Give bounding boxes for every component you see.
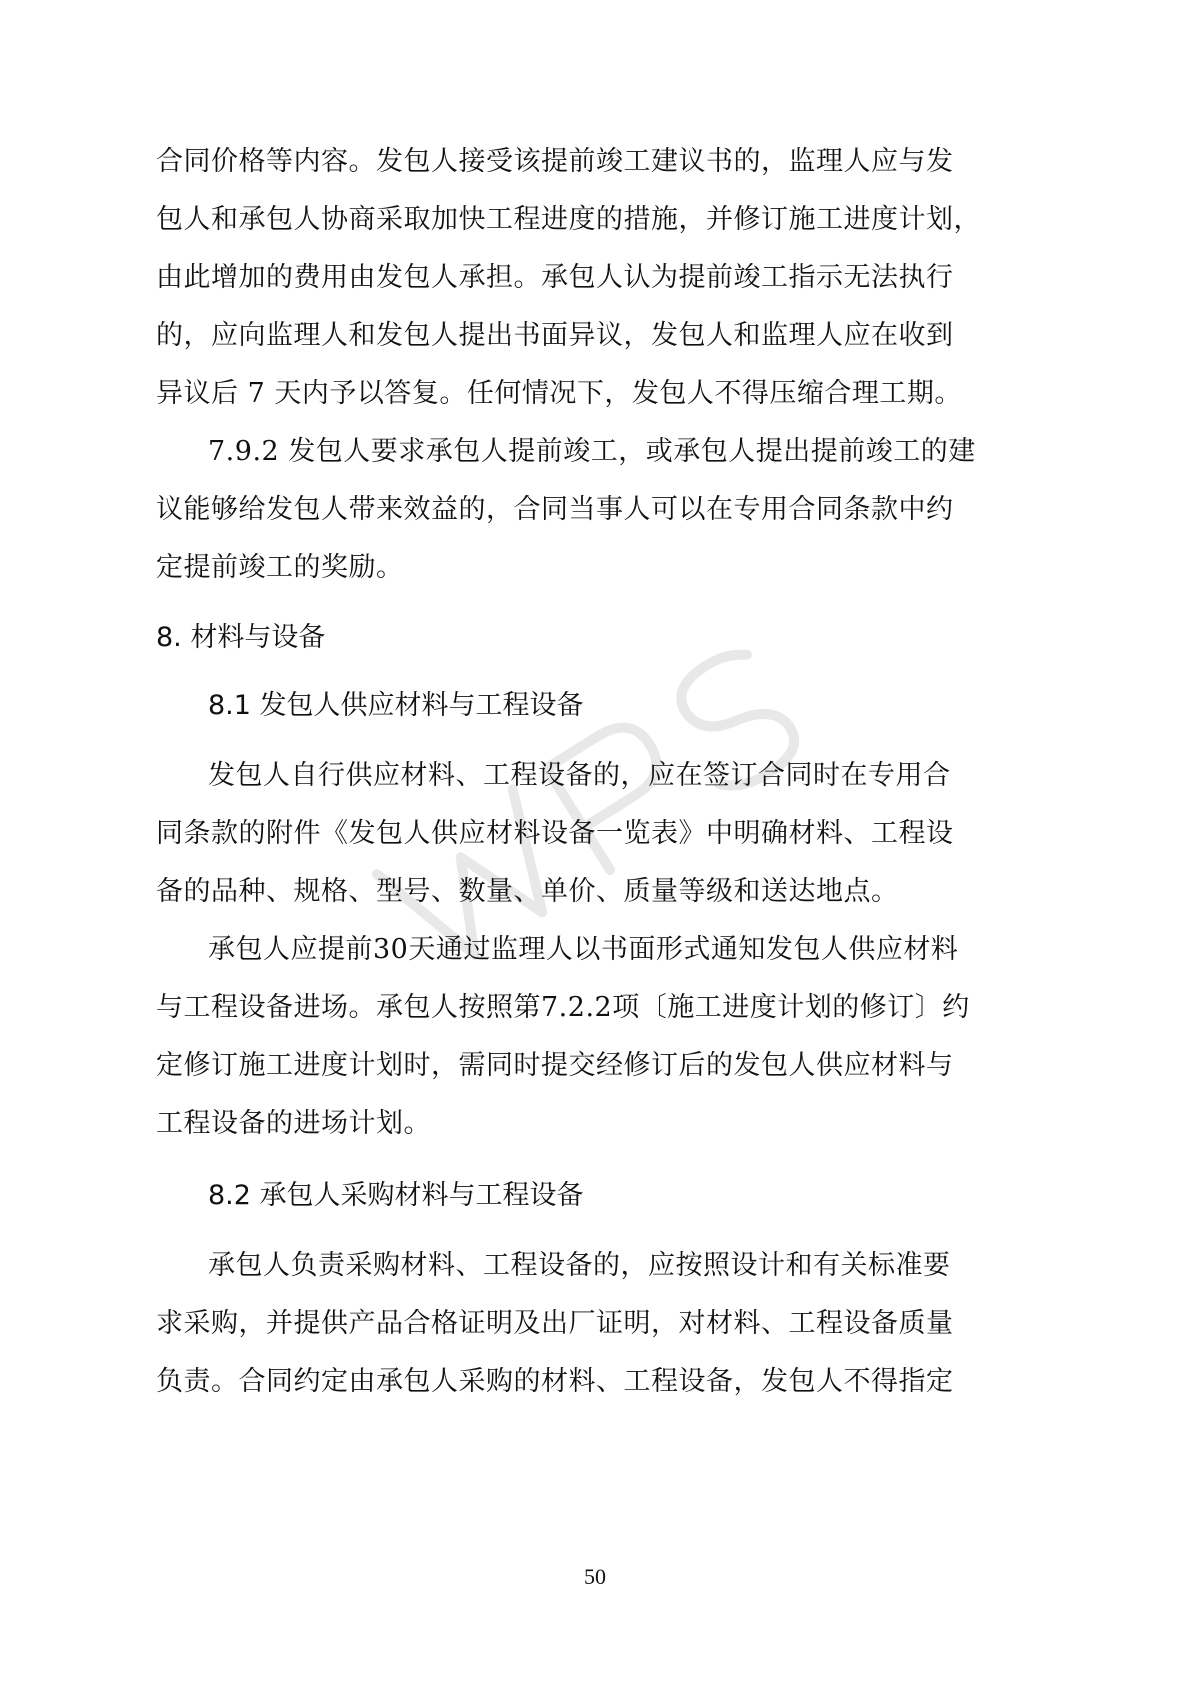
section-8-2-para-1-line-3: 负责。合同约定由承包人采购的材料、工程设备，发包人不得指定: [156, 1366, 954, 1397]
paragraph-1-line-2: 包人和承包人协商采取加快工程进度的措施，并修订施工进度计划，: [156, 204, 981, 235]
paragraph-2-line-1: 7.9.2 发包人要求承包人提前竣工，或承包人提出提前竣工的建: [208, 436, 976, 467]
section-8-2-heading: 8.2 承包人采购材料与工程设备: [208, 1180, 584, 1211]
paragraph-2-line-3: 定提前竣工的奖励。: [156, 552, 404, 583]
section-8-2-para-1-line-1: 承包人负责采购材料、工程设备的，应按照设计和有关标准要: [208, 1250, 951, 1281]
paragraph-1-line-1: 合同价格等内容。发包人接受该提前竣工建议书的，监理人应与发: [156, 146, 954, 177]
paragraph-2-line-2: 议能够给发包人带来效益的，合同当事人可以在专用合同条款中约: [156, 494, 954, 525]
section-8-heading: 8. 材料与设备: [156, 622, 326, 653]
section-8-1-para-2-line-1: 承包人应提前30天通过监理人以书面形式通知发包人供应材料: [208, 934, 959, 965]
paragraph-1-line-4: 的，应向监理人和发包人提出书面异议，发包人和监理人应在收到: [156, 320, 954, 351]
section-8-1-para-1-line-3: 备的品种、规格、型号、数量、单价、质量等级和送达地点。: [156, 876, 899, 907]
section-8-1-para-2-line-3: 定修订施工进度计划时，需同时提交经修订后的发包人供应材料与: [156, 1050, 954, 1081]
paragraph-1-line-5: 异议后 7 天内予以答复。任何情况下，发包人不得压缩合理工期。: [156, 378, 962, 409]
section-8-1-para-1-line-2: 同条款的附件《发包人供应材料设备一览表》中明确材料、工程设: [156, 818, 954, 849]
section-8-1-para-1-line-1: 发包人自行供应材料、工程设备的，应在签订合同时在专用合: [208, 760, 951, 791]
page-number: 50: [584, 1564, 606, 1589]
paragraph-1-line-3: 由此增加的费用由发包人承担。承包人认为提前竣工指示无法执行: [156, 262, 954, 293]
section-8-1-heading: 8.1 发包人供应材料与工程设备: [208, 690, 584, 721]
section-8-1-para-2-line-2: 与工程设备进场。承包人按照第7.2.2项〔施工进度计划的修订〕约: [156, 992, 970, 1023]
section-8-1-para-2-line-4: 工程设备的进场计划。: [156, 1108, 431, 1139]
section-8-2-para-1-line-2: 求采购，并提供产品合格证明及出厂证明，对材料、工程设备质量: [156, 1308, 954, 1339]
